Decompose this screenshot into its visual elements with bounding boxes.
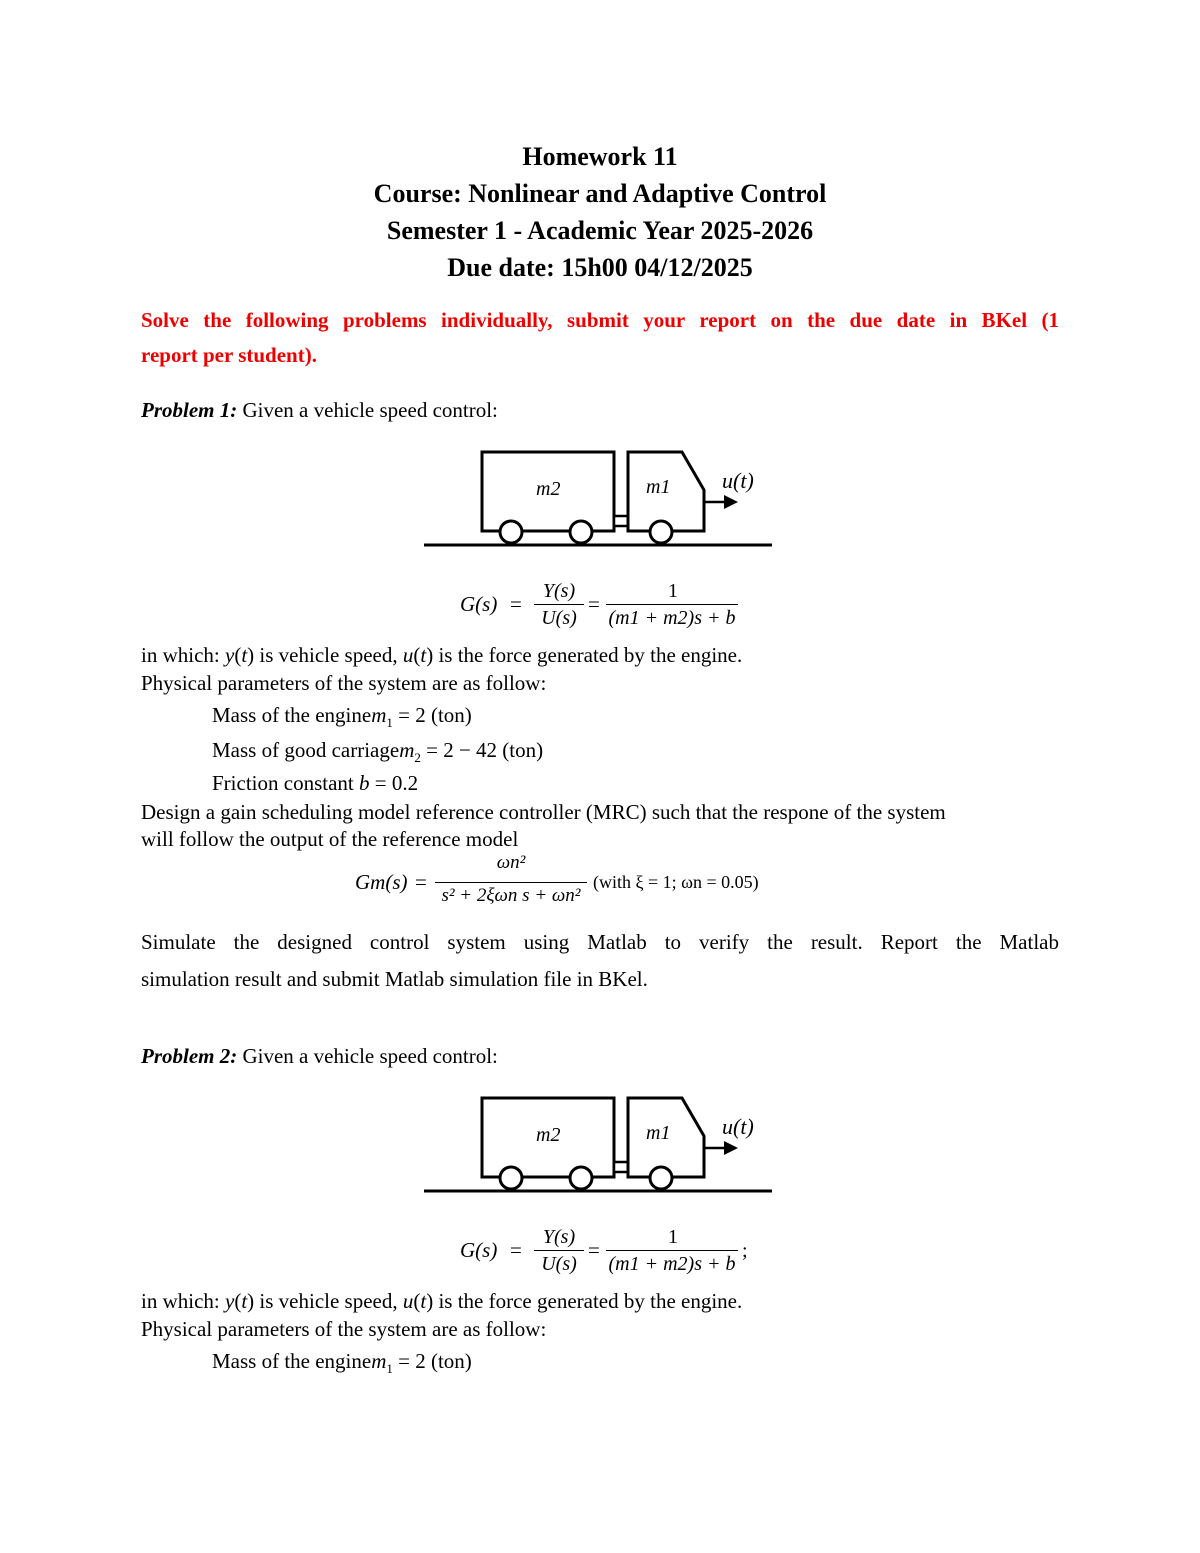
ref-with: (with ξ = 1; ωn = 0.05): [593, 872, 759, 892]
tf-den-right: (m1 + m2)s + b: [608, 1253, 736, 1275]
tf-equals-2: =: [588, 592, 600, 616]
due-date-line: Due date: 15h00 04/12/2025: [447, 253, 753, 282]
problem1-vehicle-figure: [420, 440, 780, 555]
tf-den-right: (m1 + m2)s + b: [608, 607, 736, 629]
problem2-intro: Given a vehicle speed control:: [237, 1044, 498, 1068]
param-row: Mass of the enginem$_1$ = 2 (ton): [212, 1349, 472, 1377]
tf-lhs: G(s): [460, 592, 498, 616]
course-title: Course: Nonlinear and Adaptive Control: [373, 179, 827, 208]
tf-num-right: 1: [668, 1226, 678, 1248]
tf-semicolon: ;: [742, 1240, 748, 1262]
tf-frac-bar-1: [534, 604, 584, 605]
problem1-params-intro: Physical parameters of the system are as follow:: [141, 671, 547, 695]
param-row: Mass of the enginem$_1$ = 2 (ton): [212, 703, 472, 731]
problem1-simulate-line-2: simulation result and submit Matlab simulation file in BKel.: [141, 967, 648, 991]
ref-den: s² + 2ξωn s + ωn²: [441, 885, 581, 906]
tf-frac-bar-2: [606, 604, 738, 605]
wheel-2: [570, 1167, 592, 1189]
coupling: [614, 516, 628, 526]
problem2-label: Problem 2:: [141, 1044, 238, 1068]
reference-model-equation: [355, 852, 795, 914]
problem2-heading: [141, 1044, 498, 1069]
tf-num-right: 1: [668, 580, 678, 602]
force-arrow-head: [724, 1141, 738, 1155]
wheel-3: [650, 521, 672, 543]
ref-frac-bar: [435, 882, 587, 883]
problem1-design-line-1: Design a gain scheduling model reference controller (MRC) such that the respone of the system: [141, 800, 946, 824]
label-u: u(t): [722, 1114, 754, 1139]
tf-frac-bar-2: [606, 1250, 738, 1251]
label-u: u(t): [722, 468, 754, 493]
tf-num-mid: Y(s): [542, 580, 576, 602]
problem1-intro: Given a vehicle speed control:: [237, 398, 498, 422]
problem1-design-line-2: will follow the output of the reference model: [141, 827, 519, 851]
force-arrow-head: [724, 495, 738, 509]
ref-num: ωn²: [496, 852, 526, 873]
tf-num-mid: Y(s): [542, 1226, 576, 1248]
problem2-in-which: in which: y(t) is vehicle speed, u(t) is the force generated by the engine.: [141, 1289, 743, 1313]
label-m1: m1: [646, 1122, 671, 1144]
tf-equals-1: =: [510, 1238, 522, 1262]
wheel-1: [500, 1167, 522, 1189]
wheel-1: [500, 521, 522, 543]
tf-lhs: G(s): [460, 1238, 498, 1262]
problem1-label: Problem 1:: [141, 398, 238, 422]
tf-frac-bar-1: [534, 1250, 584, 1251]
problem1-heading: [141, 398, 498, 423]
param-row: Mass of good carriagem$_2$ = 2 − 42 (ton): [212, 738, 544, 766]
wheel-2: [570, 521, 592, 543]
problem1-transfer-function: [460, 580, 760, 640]
label-m2: m2: [536, 1124, 561, 1146]
tf-equals-2: =: [588, 1238, 600, 1262]
problem2-params-intro: Physical parameters of the system are as follow:: [141, 1317, 547, 1341]
instructions-line-2: report per student).: [141, 343, 317, 367]
problem1-simulate-line-1: Simulate the designed control system using Matlab to verify the result. Report the Matlab: [141, 930, 1059, 954]
ref-equals: =: [415, 870, 427, 894]
label-m1: m1: [646, 476, 671, 498]
param-row: Friction constant b = 0.2: [212, 771, 419, 795]
problem2-transfer-function: [460, 1226, 760, 1286]
semester-line: Semester 1 - Academic Year 2025-2026: [386, 216, 814, 245]
problem2-vehicle-figure: [420, 1086, 780, 1201]
problem1-in-which: in which: y(t) is vehicle speed, u(t) is the force generated by the engine.: [141, 643, 743, 667]
tf-den-mid: U(s): [541, 1253, 577, 1275]
instructions-line-1: Solve the following problems individually, submit your report on the due date in BKel (1: [141, 308, 1059, 332]
tf-equals-1: =: [510, 592, 522, 616]
homework-title: Homework 11: [522, 142, 678, 171]
label-m2: m2: [536, 478, 561, 500]
tf-den-mid: U(s): [541, 607, 577, 629]
coupling: [614, 1162, 628, 1172]
ref-lhs: Gm(s): [355, 870, 408, 894]
wheel-3: [650, 1167, 672, 1189]
